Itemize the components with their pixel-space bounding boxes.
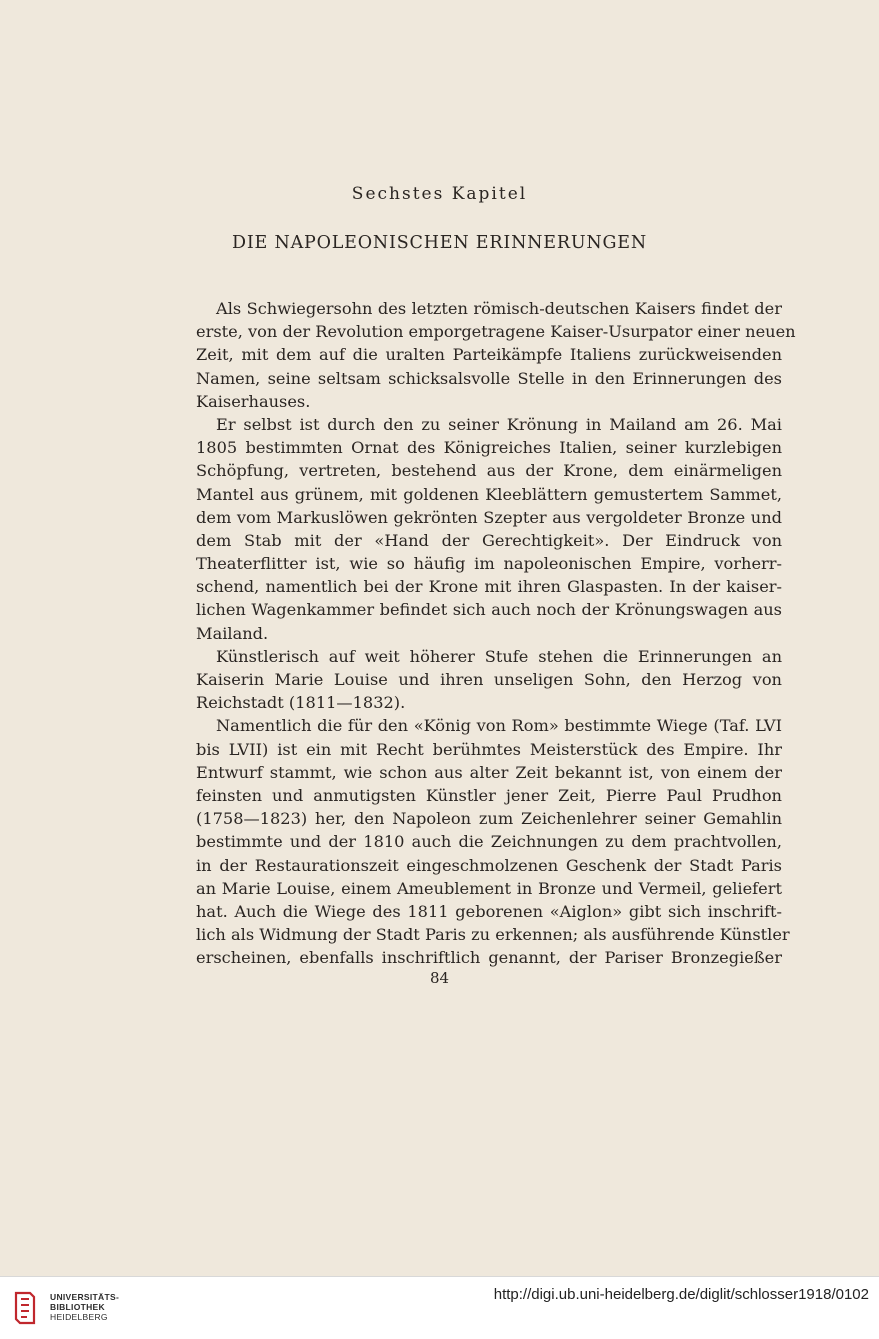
text-line: bestimmte und der 1810 auch die Zeichnungen zu dem prachtvollen, [196,832,782,852]
text-line: Als Schwiegersohn des letzten römisch-deutschen Kaisers findet der [216,299,782,318]
viewer-footer [0,1276,879,1339]
text-line: Namentlich die für den «König von Rom» bestimmte Wiege (Taf. LVI [216,716,782,736]
text-line: Schöpfung, vertreten, bestehend aus der Krone, dem einärmeligen [196,461,782,481]
body-text [196,297,796,969]
text-line: schend, namentlich bei der Krone mit ihren Glaspasten. In der kaiser- [196,577,782,597]
text-line: bis LVII) ist ein mit Recht berühmtes Meisterstück des Empire. Ihr [196,739,782,759]
text-line: erste, von der Revolution emporgetragene Kaiser-Usurpator einer neuen [196,322,796,342]
text-line: Namen, seine seltsam schicksalsvolle Stelle in den Erinnerungen des [196,368,782,388]
text-line: an Marie Louise, einem Ameublement in Bronze und Vermeil, geliefert [196,878,782,898]
text-line: (1758—1823) her, den Napoleon zum Zeichenlehrer seiner Gemahlin [196,809,782,829]
text-line: Kaiserhauses. [196,391,311,411]
text-line: lichen Wagenkammer befindet sich auch noch der Krönungswagen aus [196,600,782,620]
text-line: dem Stab mit der «Hand der Gerechtigkeit». Der Eindruck von [196,530,782,550]
text-line: Reichstadt (1811—1832). [196,693,406,713]
text-line: feinsten und anmutigsten Künstler jener Zeit, Pierre Paul Prudhon [196,785,782,805]
text-line: Zeit, mit dem auf die uralten Parteikämpfe Italiens zurückweisenden [196,345,782,365]
library-name: UNIVERSITÄTS- BIBLIOTHEK HEIDELBERG [50,1292,120,1322]
text-line: Kaiserin Marie Louise und ihren unseligen Sohn, den Herzog von [196,670,782,689]
text-line: Mailand. [196,623,269,643]
text-line: erscheinen, ebenfalls inschriftlich genannt, der Pariser Bronzegießer [196,948,782,968]
text-line: 1805 bestimmten Ornat des Königreiches Italien, seiner kurzlebigen [196,438,782,458]
chapter-heading: Sechstes Kapitel [351,184,528,204]
text-line: Mantel aus grünem, mit goldenen Kleeblättern gemustertem Sammet, [196,484,782,504]
text-line: Entwurf stammt, wie schon aus alter Zeit bekannt ist, von einem der [196,762,782,782]
university-library-logo-icon [10,1289,40,1327]
text-line: Er selbst ist durch den zu seiner Krönung in Mailand am 26. Mai [216,414,782,434]
text-line: Theaterflitter ist, wie so häufig im napoleonischen Empire, vorherr- [196,554,782,574]
page-number: 84 [429,969,450,987]
source-url-link[interactable]: http://digi.ub.uni-heidelberg.de/diglit/schlosser1918/0102 [493,1286,869,1303]
text-line: Künstlerisch auf weit höherer Stufe stehen die Erinnerungen an [216,646,782,666]
text-line: lich als Widmung der Stadt Paris zu erkennen; als ausführende Künstler [196,925,790,945]
text-line: hat. Auch die Wiege des 1811 geborenen «Aiglon» gibt sich inschrift- [196,901,782,921]
chapter-title: DIE NAPOLEONISCHEN ERINNERUNGEN [232,233,647,253]
text-line: in der Restaurationszeit eingeschmolzenen Geschenk der Stadt Paris [196,855,782,875]
text-line: dem vom Markuslöwen gekrönten Szepter aus vergoldeter Bronze und [196,507,782,527]
